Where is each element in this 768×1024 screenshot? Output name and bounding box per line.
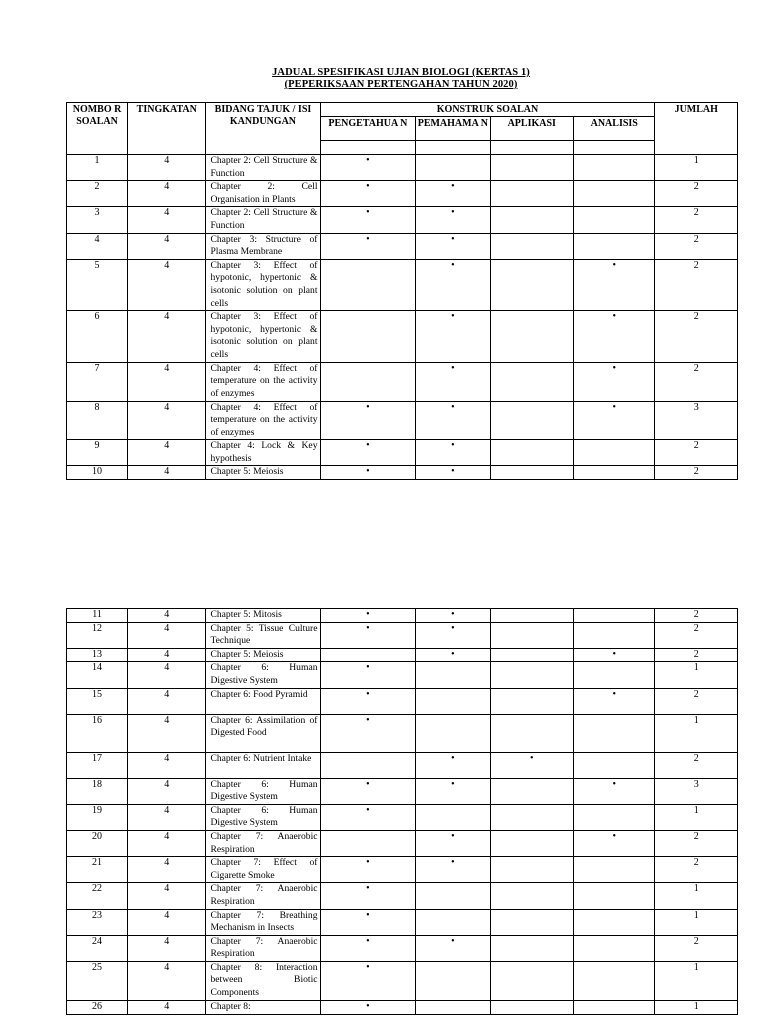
form-level-cell: 4: [128, 752, 206, 778]
analysis-cell: [574, 311, 655, 362]
topic-cell: Chapter 5: Meiosis: [206, 466, 320, 480]
total-cell: 2: [655, 688, 738, 714]
form-level-cell: 4: [128, 883, 206, 909]
form-level-cell: 4: [128, 961, 206, 1000]
form-level-cell: 4: [128, 466, 206, 480]
analysis-cell: [574, 688, 655, 714]
knowledge-cell: [320, 688, 416, 714]
bullet-mark: •: [366, 688, 370, 700]
understanding-cell: [416, 909, 490, 935]
form-level-cell: 4: [128, 622, 206, 648]
bullet-mark: •: [612, 259, 616, 271]
header-total: JUMLAH: [655, 103, 738, 155]
application-cell: [490, 207, 573, 233]
question-number-cell: 10: [67, 466, 128, 480]
total-cell: 1: [655, 883, 738, 909]
application-cell: [490, 935, 573, 961]
header-topic-content: BIDANG TAJUK / ISI KANDUNGAN: [206, 103, 320, 155]
knowledge-cell: [320, 311, 416, 362]
question-number-cell: 6: [67, 311, 128, 362]
understanding-cell: [416, 714, 490, 752]
topic-cell: Chapter 2: Cell Structure & Function: [206, 207, 320, 233]
knowledge-cell: [320, 609, 416, 623]
topic-cell: Chapter 5: Meiosis: [206, 648, 320, 662]
bullet-mark: •: [612, 778, 616, 790]
total-cell: 2: [655, 935, 738, 961]
analysis-cell: [574, 440, 655, 466]
form-level-cell: 4: [128, 155, 206, 181]
form-level-cell: 4: [128, 662, 206, 688]
application-cell: [490, 688, 573, 714]
understanding-cell: [416, 401, 490, 440]
analysis-cell: [574, 648, 655, 662]
form-level-cell: 4: [128, 935, 206, 961]
knowledge-cell: [320, 662, 416, 688]
topic-cell: Chapter 6: Food Pyramid: [206, 688, 320, 714]
bullet-mark: •: [612, 401, 616, 413]
header-knowledge: PENGETAHUA N: [320, 117, 416, 141]
question-number-cell: 2: [67, 181, 128, 207]
total-cell: 1: [655, 961, 738, 1000]
specification-table-part-2: [66, 608, 738, 1015]
application-cell: [490, 155, 573, 181]
topic-cell: Chapter 8: Interaction between Biotic Components: [206, 961, 320, 1000]
topic-cell: Chapter 4: Effect of temperature on the activity of enzymes: [206, 401, 320, 440]
total-cell: 2: [655, 857, 738, 883]
understanding-cell: [416, 961, 490, 1000]
understanding-cell: [416, 688, 490, 714]
knowledge-cell: [320, 401, 416, 440]
form-level-cell: 4: [128, 362, 206, 401]
bullet-mark: •: [451, 830, 455, 842]
form-level-cell: 4: [128, 259, 206, 310]
form-level-cell: 4: [128, 648, 206, 662]
bullet-mark: •: [612, 648, 616, 660]
total-cell: 1: [655, 804, 738, 830]
knowledge-cell: [320, 233, 416, 259]
question-number-cell: 24: [67, 935, 128, 961]
total-cell: 2: [655, 609, 738, 623]
bullet-mark: •: [366, 857, 370, 869]
bullet-mark: •: [366, 804, 370, 816]
specification-table-part-1: [66, 102, 738, 480]
form-level-cell: 4: [128, 688, 206, 714]
analysis-cell: [574, 233, 655, 259]
application-cell: [490, 181, 573, 207]
bullet-mark: •: [366, 909, 370, 921]
bullet-mark: •: [366, 1000, 370, 1012]
bullet-mark: •: [451, 648, 455, 660]
form-level-cell: 4: [128, 857, 206, 883]
analysis-cell: [574, 1000, 655, 1014]
total-cell: 2: [655, 181, 738, 207]
table-row: [67, 233, 738, 259]
table-row: [67, 181, 738, 207]
bullet-mark: •: [366, 440, 370, 452]
analysis-cell: [574, 804, 655, 830]
table-row: [67, 752, 738, 778]
total-cell: 2: [655, 830, 738, 856]
analysis-cell: [574, 778, 655, 804]
form-level-cell: 4: [128, 1000, 206, 1014]
knowledge-cell: [320, 622, 416, 648]
bullet-mark: •: [451, 401, 455, 413]
understanding-cell: [416, 259, 490, 310]
question-number-cell: 13: [67, 648, 128, 662]
analysis-cell: [574, 714, 655, 752]
bullet-mark: •: [366, 181, 370, 193]
knowledge-cell: [320, 440, 416, 466]
question-number-cell: 21: [67, 857, 128, 883]
header-analysis: ANALISIS: [574, 117, 655, 141]
bullet-mark: •: [612, 688, 616, 700]
total-cell: 2: [655, 466, 738, 480]
knowledge-cell: [320, 155, 416, 181]
total-cell: 2: [655, 259, 738, 310]
application-cell: [490, 362, 573, 401]
understanding-cell: [416, 181, 490, 207]
analysis-cell: [574, 362, 655, 401]
analysis-cell: [574, 181, 655, 207]
question-number-cell: 12: [67, 622, 128, 648]
analysis-cell: [574, 752, 655, 778]
total-cell: 1: [655, 155, 738, 181]
table-row: [67, 362, 738, 401]
table-row: [67, 883, 738, 909]
table-row: [67, 622, 738, 648]
analysis-cell: [574, 961, 655, 1000]
question-number-cell: 22: [67, 883, 128, 909]
understanding-cell: [416, 622, 490, 648]
question-number-cell: 8: [67, 401, 128, 440]
question-number-cell: 4: [67, 233, 128, 259]
analysis-cell: [574, 401, 655, 440]
understanding-cell: [416, 857, 490, 883]
question-number-cell: 19: [67, 804, 128, 830]
question-number-cell: 18: [67, 778, 128, 804]
form-level-cell: 4: [128, 609, 206, 623]
form-level-cell: 4: [128, 181, 206, 207]
form-level-cell: 4: [128, 233, 206, 259]
bullet-mark: •: [366, 662, 370, 674]
form-level-cell: 4: [128, 804, 206, 830]
application-cell: [490, 778, 573, 804]
topic-cell: Chapter 7: Anaerobic Respiration: [206, 935, 320, 961]
total-cell: 2: [655, 622, 738, 648]
topic-cell: Chapter 2: Cell Structure & Function: [206, 155, 320, 181]
application-cell: [490, 622, 573, 648]
application-cell: [490, 233, 573, 259]
application-cell: [490, 804, 573, 830]
form-level-cell: 4: [128, 830, 206, 856]
header-question-number: NOMBO R SOALAN: [67, 103, 128, 155]
table-row: [67, 440, 738, 466]
knowledge-cell: [320, 1000, 416, 1014]
bullet-mark: •: [451, 207, 455, 219]
topic-cell: Chapter 7: Breathing Mechanism in Insects: [206, 909, 320, 935]
knowledge-cell: [320, 857, 416, 883]
total-cell: 3: [655, 401, 738, 440]
bullet-mark: •: [366, 401, 370, 413]
topic-cell: Chapter 7: Anaerobic Respiration: [206, 883, 320, 909]
topic-cell: Chapter 3: Effect of hypotonic, hypertonic & isotonic solution on plant cells: [206, 311, 320, 362]
bullet-mark: •: [451, 362, 455, 374]
document-title: JADUAL SPESIFIKASI UJIAN BIOLOGI (KERTAS 1): [272, 67, 530, 78]
knowledge-cell: [320, 778, 416, 804]
question-number-cell: 17: [67, 752, 128, 778]
table-row: [67, 609, 738, 623]
understanding-cell: [416, 466, 490, 480]
bullet-mark: •: [366, 466, 370, 478]
bullet-mark: •: [451, 752, 455, 764]
total-cell: 2: [655, 207, 738, 233]
bullet-mark: •: [451, 857, 455, 869]
question-number-cell: 15: [67, 688, 128, 714]
total-cell: 2: [655, 752, 738, 778]
header-form-level: TINGKATAN: [128, 103, 206, 155]
analysis-cell: [574, 830, 655, 856]
total-cell: 1: [655, 714, 738, 752]
topic-cell: Chapter 6: Human Digestive System: [206, 778, 320, 804]
analysis-cell: [574, 207, 655, 233]
application-cell: [490, 648, 573, 662]
bullet-mark: •: [366, 155, 370, 166]
topic-cell: Chapter 7: Effect of Cigarette Smoke: [206, 857, 320, 883]
total-cell: 2: [655, 233, 738, 259]
form-level-cell: 4: [128, 207, 206, 233]
topic-cell: Chapter 3: Effect of hypotonic, hypertonic & isotonic solution on plant cells: [206, 259, 320, 310]
topic-cell: Chapter 6: Nutrient Intake: [206, 752, 320, 778]
question-number-cell: 5: [67, 259, 128, 310]
knowledge-cell: [320, 909, 416, 935]
table-row: [67, 778, 738, 804]
bullet-mark: •: [366, 622, 370, 634]
topic-cell: Chapter 6: Assimilation of Digested Food: [206, 714, 320, 752]
form-level-cell: 4: [128, 714, 206, 752]
application-cell: [490, 714, 573, 752]
topic-cell: Chapter 7: Anaerobic Respiration: [206, 830, 320, 856]
understanding-cell: [416, 311, 490, 362]
bullet-mark: •: [366, 233, 370, 245]
analysis-cell: [574, 935, 655, 961]
bullet-mark: •: [451, 935, 455, 947]
knowledge-cell: [320, 804, 416, 830]
table-row: [67, 961, 738, 1000]
knowledge-cell: [320, 883, 416, 909]
table-row: [67, 207, 738, 233]
total-cell: 2: [655, 362, 738, 401]
table-row: [67, 935, 738, 961]
table-row: [67, 688, 738, 714]
question-number-cell: 7: [67, 362, 128, 401]
topic-cell: Chapter 4: Lock & Key hypothesis: [206, 440, 320, 466]
knowledge-cell: [320, 259, 416, 310]
total-cell: 1: [655, 662, 738, 688]
form-level-cell: 4: [128, 311, 206, 362]
knowledge-cell: [320, 714, 416, 752]
bullet-mark: •: [451, 609, 455, 620]
bullet-mark: •: [366, 207, 370, 219]
analysis-cell: [574, 857, 655, 883]
topic-cell: Chapter 6: Human Digestive System: [206, 804, 320, 830]
topic-cell: Chapter 8:: [206, 1000, 320, 1014]
application-cell: [490, 311, 573, 362]
table-row: [67, 155, 738, 181]
understanding-cell: [416, 207, 490, 233]
understanding-cell: [416, 648, 490, 662]
application-cell: [490, 961, 573, 1000]
bullet-mark: •: [451, 440, 455, 452]
topic-cell: Chapter 4: Effect of temperature on the activity of enzymes: [206, 362, 320, 401]
application-cell: [490, 857, 573, 883]
understanding-cell: [416, 778, 490, 804]
bullet-mark: •: [451, 259, 455, 271]
table-row: [67, 259, 738, 310]
bullet-mark: •: [451, 778, 455, 790]
application-cell: [490, 609, 573, 623]
table-row: [67, 714, 738, 752]
bullet-mark: •: [366, 778, 370, 790]
application-cell: [490, 440, 573, 466]
question-number-cell: 11: [67, 609, 128, 623]
application-cell: [490, 883, 573, 909]
bullet-mark: •: [530, 752, 534, 764]
bullet-mark: •: [366, 714, 370, 726]
table-row: [67, 648, 738, 662]
topic-cell: Chapter 2: Cell Organisation in Plants: [206, 181, 320, 207]
knowledge-cell: [320, 752, 416, 778]
bullet-mark: •: [451, 466, 455, 478]
table-row: [67, 909, 738, 935]
header-application: APLIKASI: [490, 117, 573, 141]
bullet-mark: •: [612, 311, 616, 323]
understanding-cell: [416, 233, 490, 259]
bullet-mark: •: [451, 233, 455, 245]
bullet-mark: •: [366, 961, 370, 973]
bullet-mark: •: [366, 883, 370, 895]
question-number-cell: 14: [67, 662, 128, 688]
total-cell: 2: [655, 311, 738, 362]
bullet-mark: •: [612, 362, 616, 374]
understanding-cell: [416, 935, 490, 961]
knowledge-cell: [320, 181, 416, 207]
knowledge-cell: [320, 648, 416, 662]
knowledge-cell: [320, 466, 416, 480]
table-row: [67, 311, 738, 362]
bullet-mark: •: [366, 609, 370, 620]
document-subtitle: (PEPERIKSAAN PERTENGAHAN TAHUN 2020): [284, 79, 518, 90]
topic-cell: Chapter 5: Tissue Culture Technique: [206, 622, 320, 648]
table-row: [67, 1000, 738, 1014]
understanding-cell: [416, 883, 490, 909]
knowledge-cell: [320, 935, 416, 961]
form-level-cell: 4: [128, 778, 206, 804]
understanding-cell: [416, 1000, 490, 1014]
understanding-cell: [416, 662, 490, 688]
question-number-cell: 1: [67, 155, 128, 181]
understanding-cell: [416, 830, 490, 856]
bullet-mark: •: [451, 181, 455, 193]
question-number-cell: 25: [67, 961, 128, 1000]
bullet-mark: •: [451, 622, 455, 634]
application-cell: [490, 830, 573, 856]
question-number-cell: 16: [67, 714, 128, 752]
application-cell: [490, 662, 573, 688]
understanding-cell: [416, 440, 490, 466]
bullet-mark: •: [612, 830, 616, 842]
question-number-cell: 23: [67, 909, 128, 935]
bullet-mark: •: [366, 935, 370, 947]
understanding-cell: [416, 752, 490, 778]
form-level-cell: 4: [128, 401, 206, 440]
application-cell: [490, 1000, 573, 1014]
table-row: [67, 662, 738, 688]
application-cell: [490, 401, 573, 440]
table-row: [67, 804, 738, 830]
analysis-cell: [574, 466, 655, 480]
analysis-cell: [574, 609, 655, 623]
question-number-cell: 26: [67, 1000, 128, 1014]
application-cell: [490, 259, 573, 310]
knowledge-cell: [320, 362, 416, 401]
total-cell: 2: [655, 440, 738, 466]
application-cell: [490, 466, 573, 480]
table-row: [67, 830, 738, 856]
question-number-cell: 20: [67, 830, 128, 856]
topic-cell: Chapter 3: Structure of Plasma Membrane: [206, 233, 320, 259]
header-understanding: PEMAHAMA N: [416, 117, 490, 141]
table-row: [67, 401, 738, 440]
header-question-construct: KONSTRUK SOALAN: [320, 103, 655, 117]
analysis-cell: [574, 883, 655, 909]
analysis-cell: [574, 909, 655, 935]
total-cell: 2: [655, 648, 738, 662]
understanding-cell: [416, 804, 490, 830]
question-number-cell: 9: [67, 440, 128, 466]
topic-cell: Chapter 5: Mitosis: [206, 609, 320, 623]
form-level-cell: 4: [128, 440, 206, 466]
analysis-cell: [574, 259, 655, 310]
total-cell: 3: [655, 778, 738, 804]
table-row: [67, 857, 738, 883]
analysis-cell: [574, 155, 655, 181]
analysis-cell: [574, 662, 655, 688]
understanding-cell: [416, 362, 490, 401]
form-level-cell: 4: [128, 909, 206, 935]
analysis-cell: [574, 622, 655, 648]
topic-cell: Chapter 6: Human Digestive System: [206, 662, 320, 688]
application-cell: [490, 752, 573, 778]
understanding-cell: [416, 155, 490, 181]
question-number-cell: 3: [67, 207, 128, 233]
table-row: [67, 466, 738, 480]
total-cell: 1: [655, 909, 738, 935]
knowledge-cell: [320, 207, 416, 233]
total-cell: 1: [655, 1000, 738, 1014]
understanding-cell: [416, 609, 490, 623]
knowledge-cell: [320, 961, 416, 1000]
bullet-mark: •: [451, 311, 455, 323]
application-cell: [490, 909, 573, 935]
knowledge-cell: [320, 830, 416, 856]
